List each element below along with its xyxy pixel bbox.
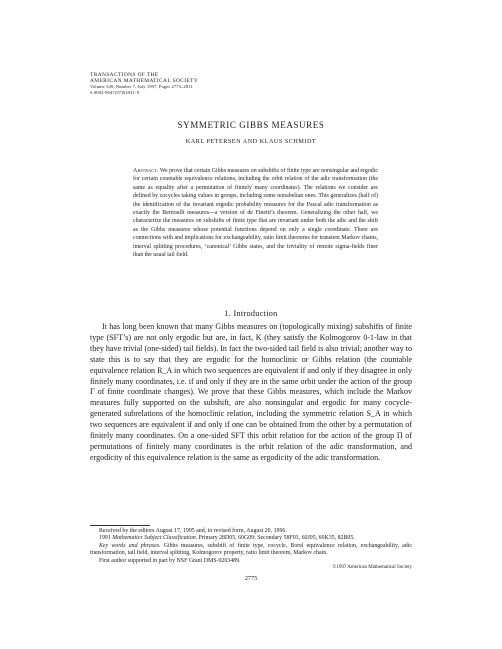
- journal-issn: S 0002-9947(97)01831-X: [90, 89, 140, 95]
- keywords-label: Key words and phrases.: [99, 542, 161, 549]
- paper-authors: KARL PETERSEN AND KLAUS SCHMIDT: [185, 138, 317, 145]
- footnote-received: Received by the editors August 17, 1995 and, in revised form, August 20, 1996.: [99, 528, 287, 534]
- abstract: [133, 167, 378, 259]
- journal-name-line1: TRANSACTIONS OF THE: [90, 72, 159, 78]
- page-number: 2775: [244, 575, 258, 582]
- keywords-text: Gibbs measures, subshift of finite type, cocycle, Borel equivalence relation, exchangeability, adic transformation, tail field, interval splitting, Kolmogorov property, ratio limit theorem, Markov chain.: [90, 542, 412, 557]
- footnote-keywords: [90, 543, 412, 558]
- footnote-msc: [90, 535, 412, 542]
- journal-name-line2: AMERICAN MATHEMATICAL SOCIETY: [90, 77, 199, 84]
- paper-title: SYMMETRIC GIBBS MEASURES: [177, 120, 325, 130]
- abstract-label: Abstract.: [133, 168, 159, 174]
- journal-header: [90, 73, 430, 95]
- abstract-text: We prove that certain Gibbs measures on subshifts of finite type are nonsingular and ergodic for certain countable equivalence relations, including the orbit relation of the adic transformation (the same as equality after a permutation of finitely many coordinates). The relations we consider are defined by cocycles taking values in groups, including some nonabelian ones. This generalizes (half of) the identification of the invariant ergodic probability measures for the Pascal adic transformation as exactly the Bernoulli measures—a version of de Finetti’s theorem. Generalizing the other half, we characterize the measures on subshifts of finite type that are invariant under both the adic and the shift as the Gibbs measures whose potential functions depend on only a single coordinate. There are connections with and implications for exchangeability, ratio limit theorems for transient Markov chains, interval splitting procedures, ‘canonical’ Gibbs states, and the triviality of remote sigma-fields finer than the usual tail field.: [133, 168, 378, 259]
- body-text: [90, 322, 412, 464]
- body-paragraph: It has long been known that many Gibbs measures on (topologically mixing) subshifts of finite type (SFT’s) are not only ergodic but are, in fact, K (they satisfy the Kolmogorov 0-1-law in that they have trivial (one-sided) tail fields). In fact the two-sided tail field is also trivial; another way to state this is to say that they are ergodic for the homoclinic or Gibbs relation (the countable equivalence relation R_A in which two sequences are equivalent if and only if they disagree in only finitely many coordinates, i.e. if and only if they are in the same orbit under the action of the group Γ of finite coordinate changes). We prove that these Gibbs measures, which include the Markov measures fully supported on the subshift, are also nonsingular and ergodic for many cocycle-generated subrelations of the homoclinic relation, including the symmetric relation S_A in which two sequences are equivalent if and only if one can be obtained from the other by a permutation of finitely many coordinates. On a one-sided SFT this orbit relation for the action of the group Π of permutations of finitely many coordinates is the orbit relation of the adic transformation, and ergodicity of this equivalence relation is the same as ergodicity of the adic transformation.: [90, 322, 412, 462]
- journal-volume-line: Volume 349, Number 7, July 1997, Pages 2775–2811: [90, 84, 193, 90]
- footnote-divider: [90, 525, 150, 526]
- footnote-support: First author supported in part by NSF Grant DMS-9203489.: [99, 557, 241, 564]
- footnotes: [90, 528, 412, 565]
- msc-text: Primary 28D05, 60G09; Secondary 58F03, 60J05, 60K35, 82B05.: [198, 535, 355, 542]
- msc-label: 1991 Mathematics Subject Classification.: [99, 535, 198, 542]
- section-heading: 1. Introduction: [224, 309, 278, 318]
- copyright-notice: ©1997 American Mathematical Society: [332, 565, 412, 570]
